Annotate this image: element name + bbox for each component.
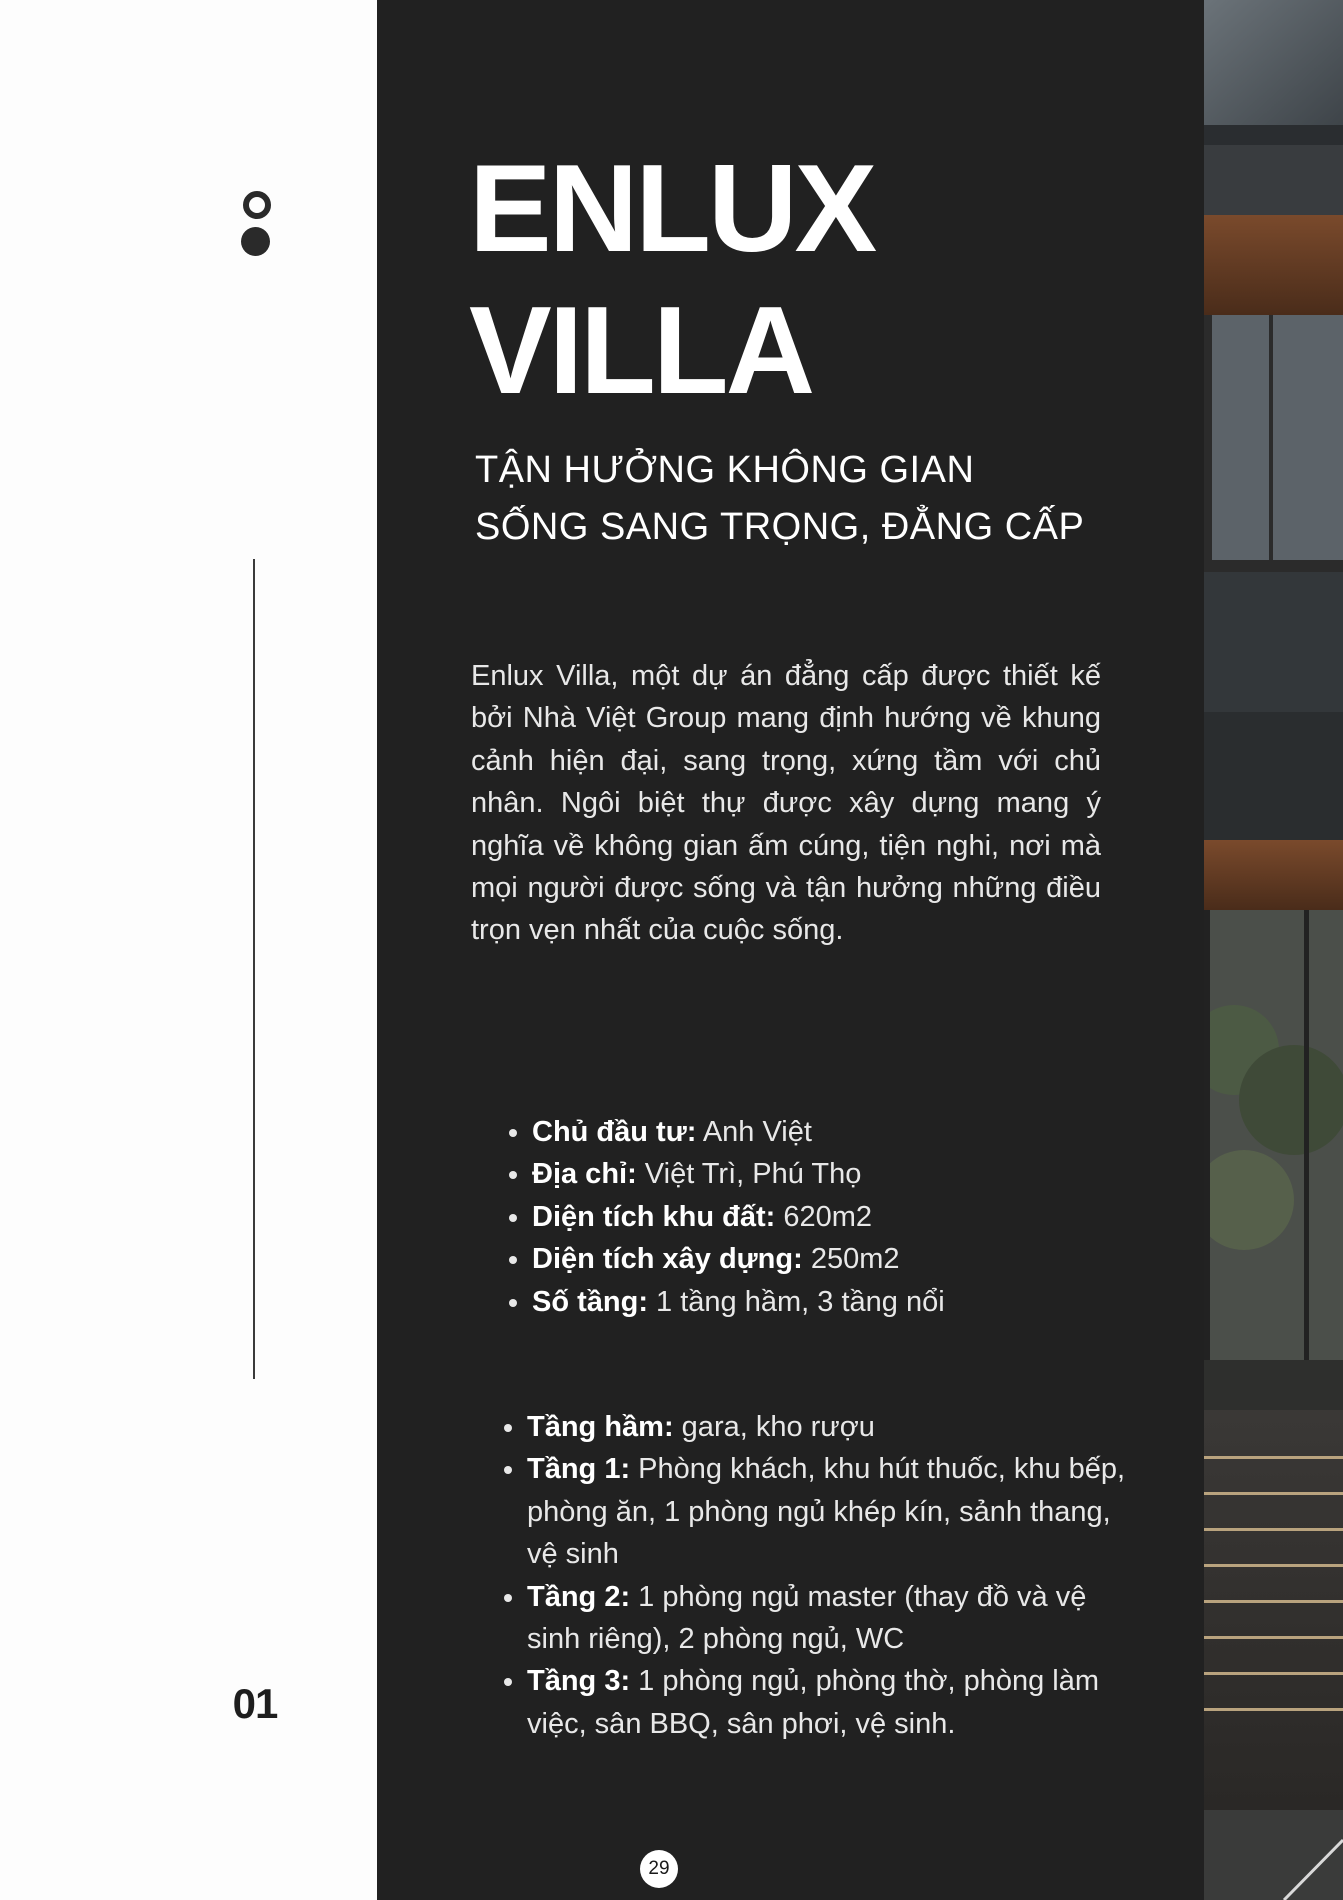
info-item-investor xyxy=(532,1111,1092,1153)
floor-item-2 xyxy=(527,1576,1127,1661)
info-label: Chủ đầu tư: xyxy=(532,1116,697,1148)
floor-value: gara, kho rượu xyxy=(673,1411,875,1443)
info-value: 1 tầng hầm, 3 tầng nổi xyxy=(648,1285,945,1318)
page-title xyxy=(469,138,874,422)
project-info-list xyxy=(480,1111,1092,1323)
info-label: Địa chỉ: xyxy=(532,1158,637,1191)
info-item-building-area xyxy=(532,1238,1092,1280)
content-panel xyxy=(377,0,1204,1900)
info-value: 250m2 xyxy=(802,1243,900,1276)
floor-plan-list xyxy=(475,1406,1127,1745)
floor-item-3 xyxy=(527,1660,1127,1745)
page-subtitle xyxy=(475,442,1084,556)
project-description: Enlux Villa, một dự án đẳng cấp được thiết kế bởi Nhà Việt Group mang định hướng về khung cảnh hiện đại, sang trọng, xứng tầm với chủ nhân. Ngôi biệt thự được xây dựng mang ý nghĩa về không gian ấm cúng, tiện nghi, nơi mà mọi người được sống và tận hưởng những điều trọn vẹn nhất của cuộc sống. xyxy=(471,660,1101,947)
info-value: 620m2 xyxy=(775,1200,873,1233)
floor-value: Phòng khách, khu hút thuốc, khu bếp, phòng ăn, 1 phòng ngủ khép kín, sảnh thang, vệ sinh xyxy=(527,1453,1126,1571)
floor-label: Tầng 3: xyxy=(527,1665,631,1698)
villa-facade-image xyxy=(1204,0,1343,1900)
floor-item-1 xyxy=(527,1448,1127,1575)
info-label: Diện tích xây dựng: xyxy=(532,1243,803,1276)
floor-value: 1 phòng ngủ, phòng thờ, phòng làm việc, sân BBQ, sân phơi, vệ sinh. xyxy=(527,1665,1100,1740)
floor-label: Tầng 1: xyxy=(527,1453,631,1486)
info-value: Anh Việt xyxy=(696,1116,812,1148)
info-value: Việt Trì, Phú Thọ xyxy=(636,1158,862,1191)
villa-photo-strip xyxy=(1204,0,1343,1900)
title-line-2: VILLA xyxy=(469,282,813,420)
title-line-1: ENLUX xyxy=(469,140,875,278)
info-item-land-area xyxy=(532,1196,1092,1238)
info-item-address xyxy=(532,1153,1092,1195)
subtitle-line-1: TẬN HƯỞNG KHÔNG GIAN xyxy=(475,449,975,491)
ring-dot-icon xyxy=(243,191,271,219)
floor-value: 1 phòng ngủ master (thay đồ và vệ sinh riêng), 2 phòng ngủ, WC xyxy=(527,1580,1087,1656)
floor-label: Tầng hầm: xyxy=(527,1411,674,1443)
info-label: Diện tích khu đất: xyxy=(532,1200,776,1233)
subtitle-line-2: SỐNG SANG TRỌNG, ĐẲNG CẤP xyxy=(475,506,1085,548)
floor-label: Tầng 2: xyxy=(527,1580,631,1613)
page-number-badge: 29 xyxy=(640,1850,678,1888)
left-margin-column xyxy=(0,0,377,1900)
info-item-floors xyxy=(532,1281,1092,1323)
info-label: Số tầng: xyxy=(532,1285,648,1318)
floor-item-basement xyxy=(527,1406,1127,1448)
chapter-number: 01 xyxy=(232,1680,278,1727)
filled-dot-icon xyxy=(241,227,270,256)
vertical-divider-line xyxy=(253,559,255,1379)
